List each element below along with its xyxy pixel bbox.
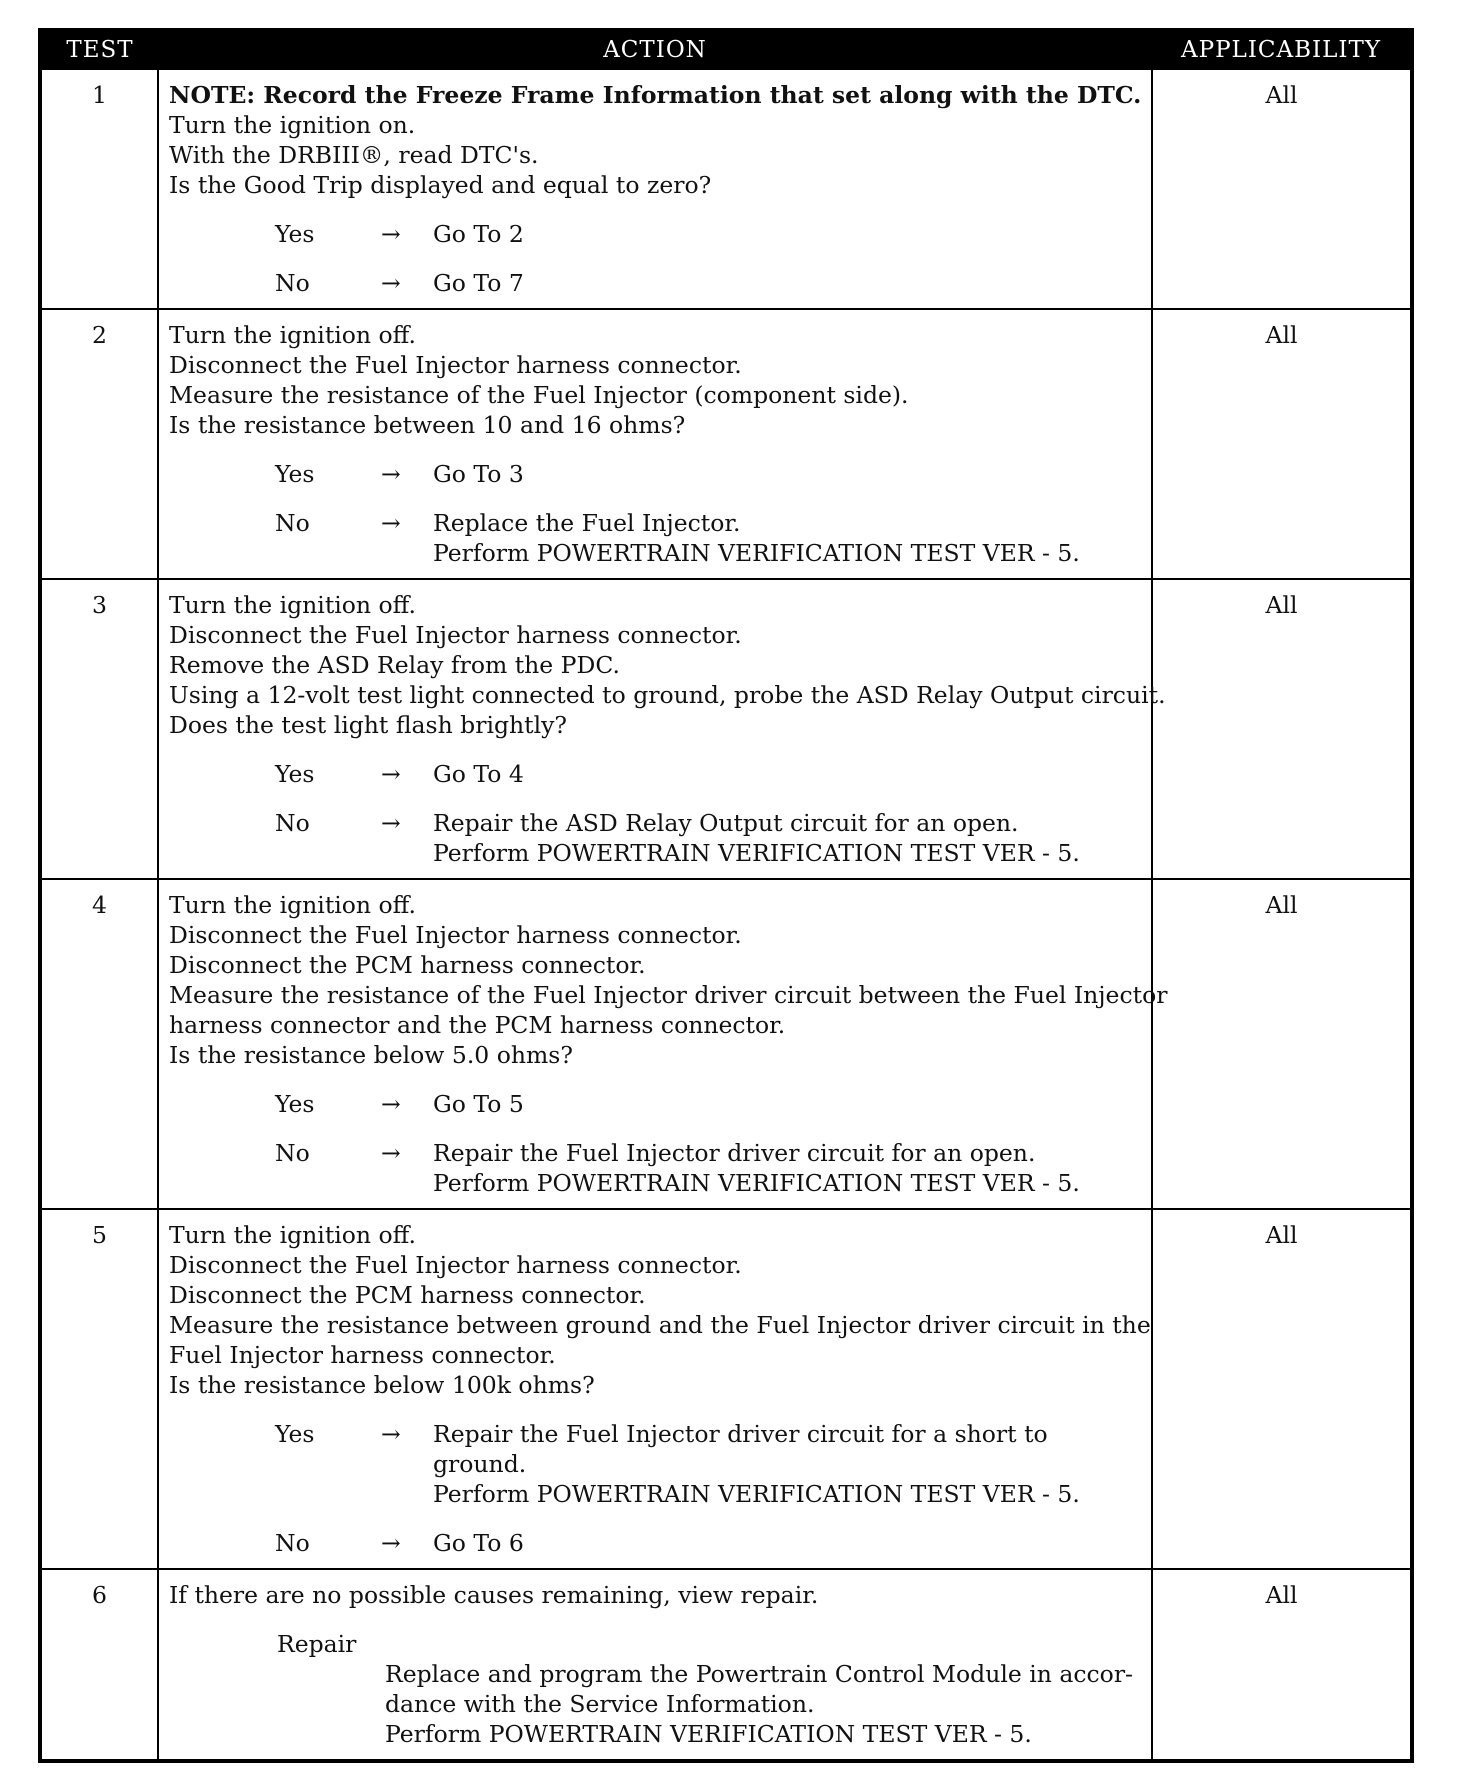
test-number: 1 (40, 69, 158, 309)
no-answer-result (433, 1528, 1147, 1558)
action-line: Disconnect the Fuel Injector harness connector. (169, 351, 742, 379)
no-answer-label: No (275, 809, 310, 837)
test-table (38, 28, 1414, 1763)
applicability-cell: All (1152, 579, 1412, 879)
action-line: Is the resistance below 5.0 ohms? (169, 1041, 573, 1069)
result-line: Repair the ASD Relay Output circuit for an open. (433, 809, 1019, 837)
action-line: Using a 12-volt test light connected to ground, probe the ASD Relay Output circuit. (169, 681, 1166, 709)
arrow-icon: → (381, 1139, 401, 1167)
no-answer-result (433, 808, 1147, 868)
header-test: TEST (40, 30, 158, 69)
table-row (40, 1569, 1412, 1761)
result-line: Go To 2 (433, 220, 524, 248)
action-line: Turn the ignition off. (169, 1221, 417, 1249)
header-row (40, 30, 1412, 69)
action-cell (158, 309, 1152, 579)
test-number: 4 (40, 879, 158, 1209)
action-cell (158, 1209, 1152, 1569)
action-line: Disconnect the Fuel Injector harness connector. (169, 1251, 742, 1279)
arrow-icon: → (381, 460, 401, 488)
action-line: Is the resistance below 100k ohms? (169, 1371, 595, 1399)
result-line: Perform POWERTRAIN VERIFICATION TEST VER - 5. (433, 539, 1080, 567)
yes-answer (169, 459, 1147, 489)
arrow-icon: → (381, 509, 401, 537)
yes-answer-label: Yes (275, 220, 315, 248)
arrow-icon: → (381, 809, 401, 837)
no-answer (169, 268, 1147, 298)
action-line: Disconnect the PCM harness connector. (169, 1281, 646, 1309)
applicability-cell: All (1152, 1209, 1412, 1569)
action-line: Remove the ASD Relay from the PDC. (169, 651, 620, 679)
header-action: ACTION (158, 30, 1152, 69)
result-line: Perform POWERTRAIN VERIFICATION TEST VER - 5. (433, 839, 1080, 867)
yes-answer (169, 1419, 1147, 1509)
action-cell (158, 69, 1152, 309)
yes-answer-result (433, 219, 1147, 249)
test-number: 6 (40, 1569, 158, 1761)
repair-line: Perform POWERTRAIN VERIFICATION TEST VER - 5. (385, 1720, 1032, 1748)
no-answer (169, 1138, 1147, 1198)
action-line: Fuel Injector harness connector. (169, 1341, 556, 1369)
result-line: Go To 6 (433, 1529, 524, 1557)
applicability-cell: All (1152, 879, 1412, 1209)
yes-answer-result (433, 759, 1147, 789)
table-row (40, 309, 1412, 579)
repair-text (169, 1659, 1147, 1749)
action-line: Turn the ignition on. (169, 111, 416, 139)
action-line: Measure the resistance between ground and the Fuel Injector driver circuit in the (169, 1311, 1151, 1339)
action-line: Disconnect the Fuel Injector harness connector. (169, 621, 742, 649)
action-line: harness connector and the PCM harness connector. (169, 1011, 786, 1039)
action-line: Turn the ignition off. (169, 321, 417, 349)
action-line: Is the resistance between 10 and 16 ohms? (169, 411, 686, 439)
action-line: Does the test light flash brightly? (169, 711, 567, 739)
yes-answer-result (433, 459, 1147, 489)
result-line: Repair the Fuel Injector driver circuit for a short to ground. (433, 1420, 1048, 1478)
action-line: Measure the resistance of the Fuel Injector driver circuit between the Fuel Injector (169, 981, 1168, 1009)
yes-answer-label: Yes (275, 760, 315, 788)
yes-answer-label: Yes (275, 1090, 315, 1118)
applicability-cell: All (1152, 309, 1412, 579)
table-row (40, 1209, 1412, 1569)
arrow-icon: → (381, 220, 401, 248)
repair-label: Repair (277, 1630, 357, 1658)
result-line: Replace the Fuel Injector. (433, 509, 741, 537)
no-answer-label: No (275, 269, 310, 297)
no-answer (169, 808, 1147, 868)
table-row (40, 69, 1412, 309)
repair-line: dance with the Service Information. (385, 1690, 815, 1718)
table-row (40, 579, 1412, 879)
note-line: NOTE: Record the Freeze Frame Information that set along with the DTC. (169, 81, 1142, 109)
action-cell (158, 1569, 1152, 1761)
action-line: Turn the ignition off. (169, 591, 417, 619)
action-line: Measure the resistance of the Fuel Injector (component side). (169, 381, 909, 409)
arrow-icon: → (381, 1420, 401, 1448)
table-row (40, 879, 1412, 1209)
action-line: Disconnect the PCM harness connector. (169, 951, 646, 979)
table-body (40, 69, 1412, 1761)
arrow-icon: → (381, 1090, 401, 1118)
action-cell (158, 579, 1166, 879)
no-answer-result (433, 268, 1147, 298)
diagnostic-test-table (38, 28, 1410, 1763)
no-answer (169, 1528, 1147, 1558)
result-line: Perform POWERTRAIN VERIFICATION TEST VER - 5. (433, 1169, 1080, 1197)
action-cell (158, 879, 1168, 1209)
arrow-icon: → (381, 269, 401, 297)
action-line: If there are no possible causes remaining, view repair. (169, 1581, 819, 1609)
yes-answer (169, 759, 1147, 789)
arrow-icon: → (381, 1529, 401, 1557)
result-line: Repair the Fuel Injector driver circuit for an open. (433, 1139, 1036, 1167)
test-number: 2 (40, 309, 158, 579)
yes-answer (169, 219, 1147, 249)
result-line: Go To 7 (433, 269, 524, 297)
action-line: With the DRBIII®, read DTC's. (169, 141, 539, 169)
yes-answer-result (433, 1419, 1147, 1509)
yes-answer-label: Yes (275, 460, 315, 488)
action-line: Disconnect the Fuel Injector harness connector. (169, 921, 742, 949)
repair-line: Replace and program the Powertrain Control Module in accor- (385, 1660, 1133, 1688)
result-line: Perform POWERTRAIN VERIFICATION TEST VER - 5. (433, 1480, 1080, 1508)
yes-answer-result (433, 1089, 1147, 1119)
no-answer-label: No (275, 1139, 310, 1167)
no-answer-result (433, 1138, 1147, 1198)
result-line: Go To 3 (433, 460, 524, 488)
test-number: 5 (40, 1209, 158, 1569)
result-line: Go To 4 (433, 760, 524, 788)
action-line: Is the Good Trip displayed and equal to zero? (169, 171, 712, 199)
applicability-cell: All (1152, 1569, 1412, 1761)
test-number: 3 (40, 579, 158, 879)
yes-answer-label: Yes (275, 1420, 315, 1448)
action-line: Turn the ignition off. (169, 891, 417, 919)
no-answer-label: No (275, 1529, 310, 1557)
no-answer-result (433, 508, 1147, 568)
no-answer-label: No (275, 509, 310, 537)
applicability-cell: All (1152, 69, 1412, 309)
yes-answer (169, 1089, 1147, 1119)
result-line: Go To 5 (433, 1090, 524, 1118)
header-applicability: APPLICABILITY (1152, 30, 1412, 69)
no-answer (169, 508, 1147, 568)
arrow-icon: → (381, 760, 401, 788)
